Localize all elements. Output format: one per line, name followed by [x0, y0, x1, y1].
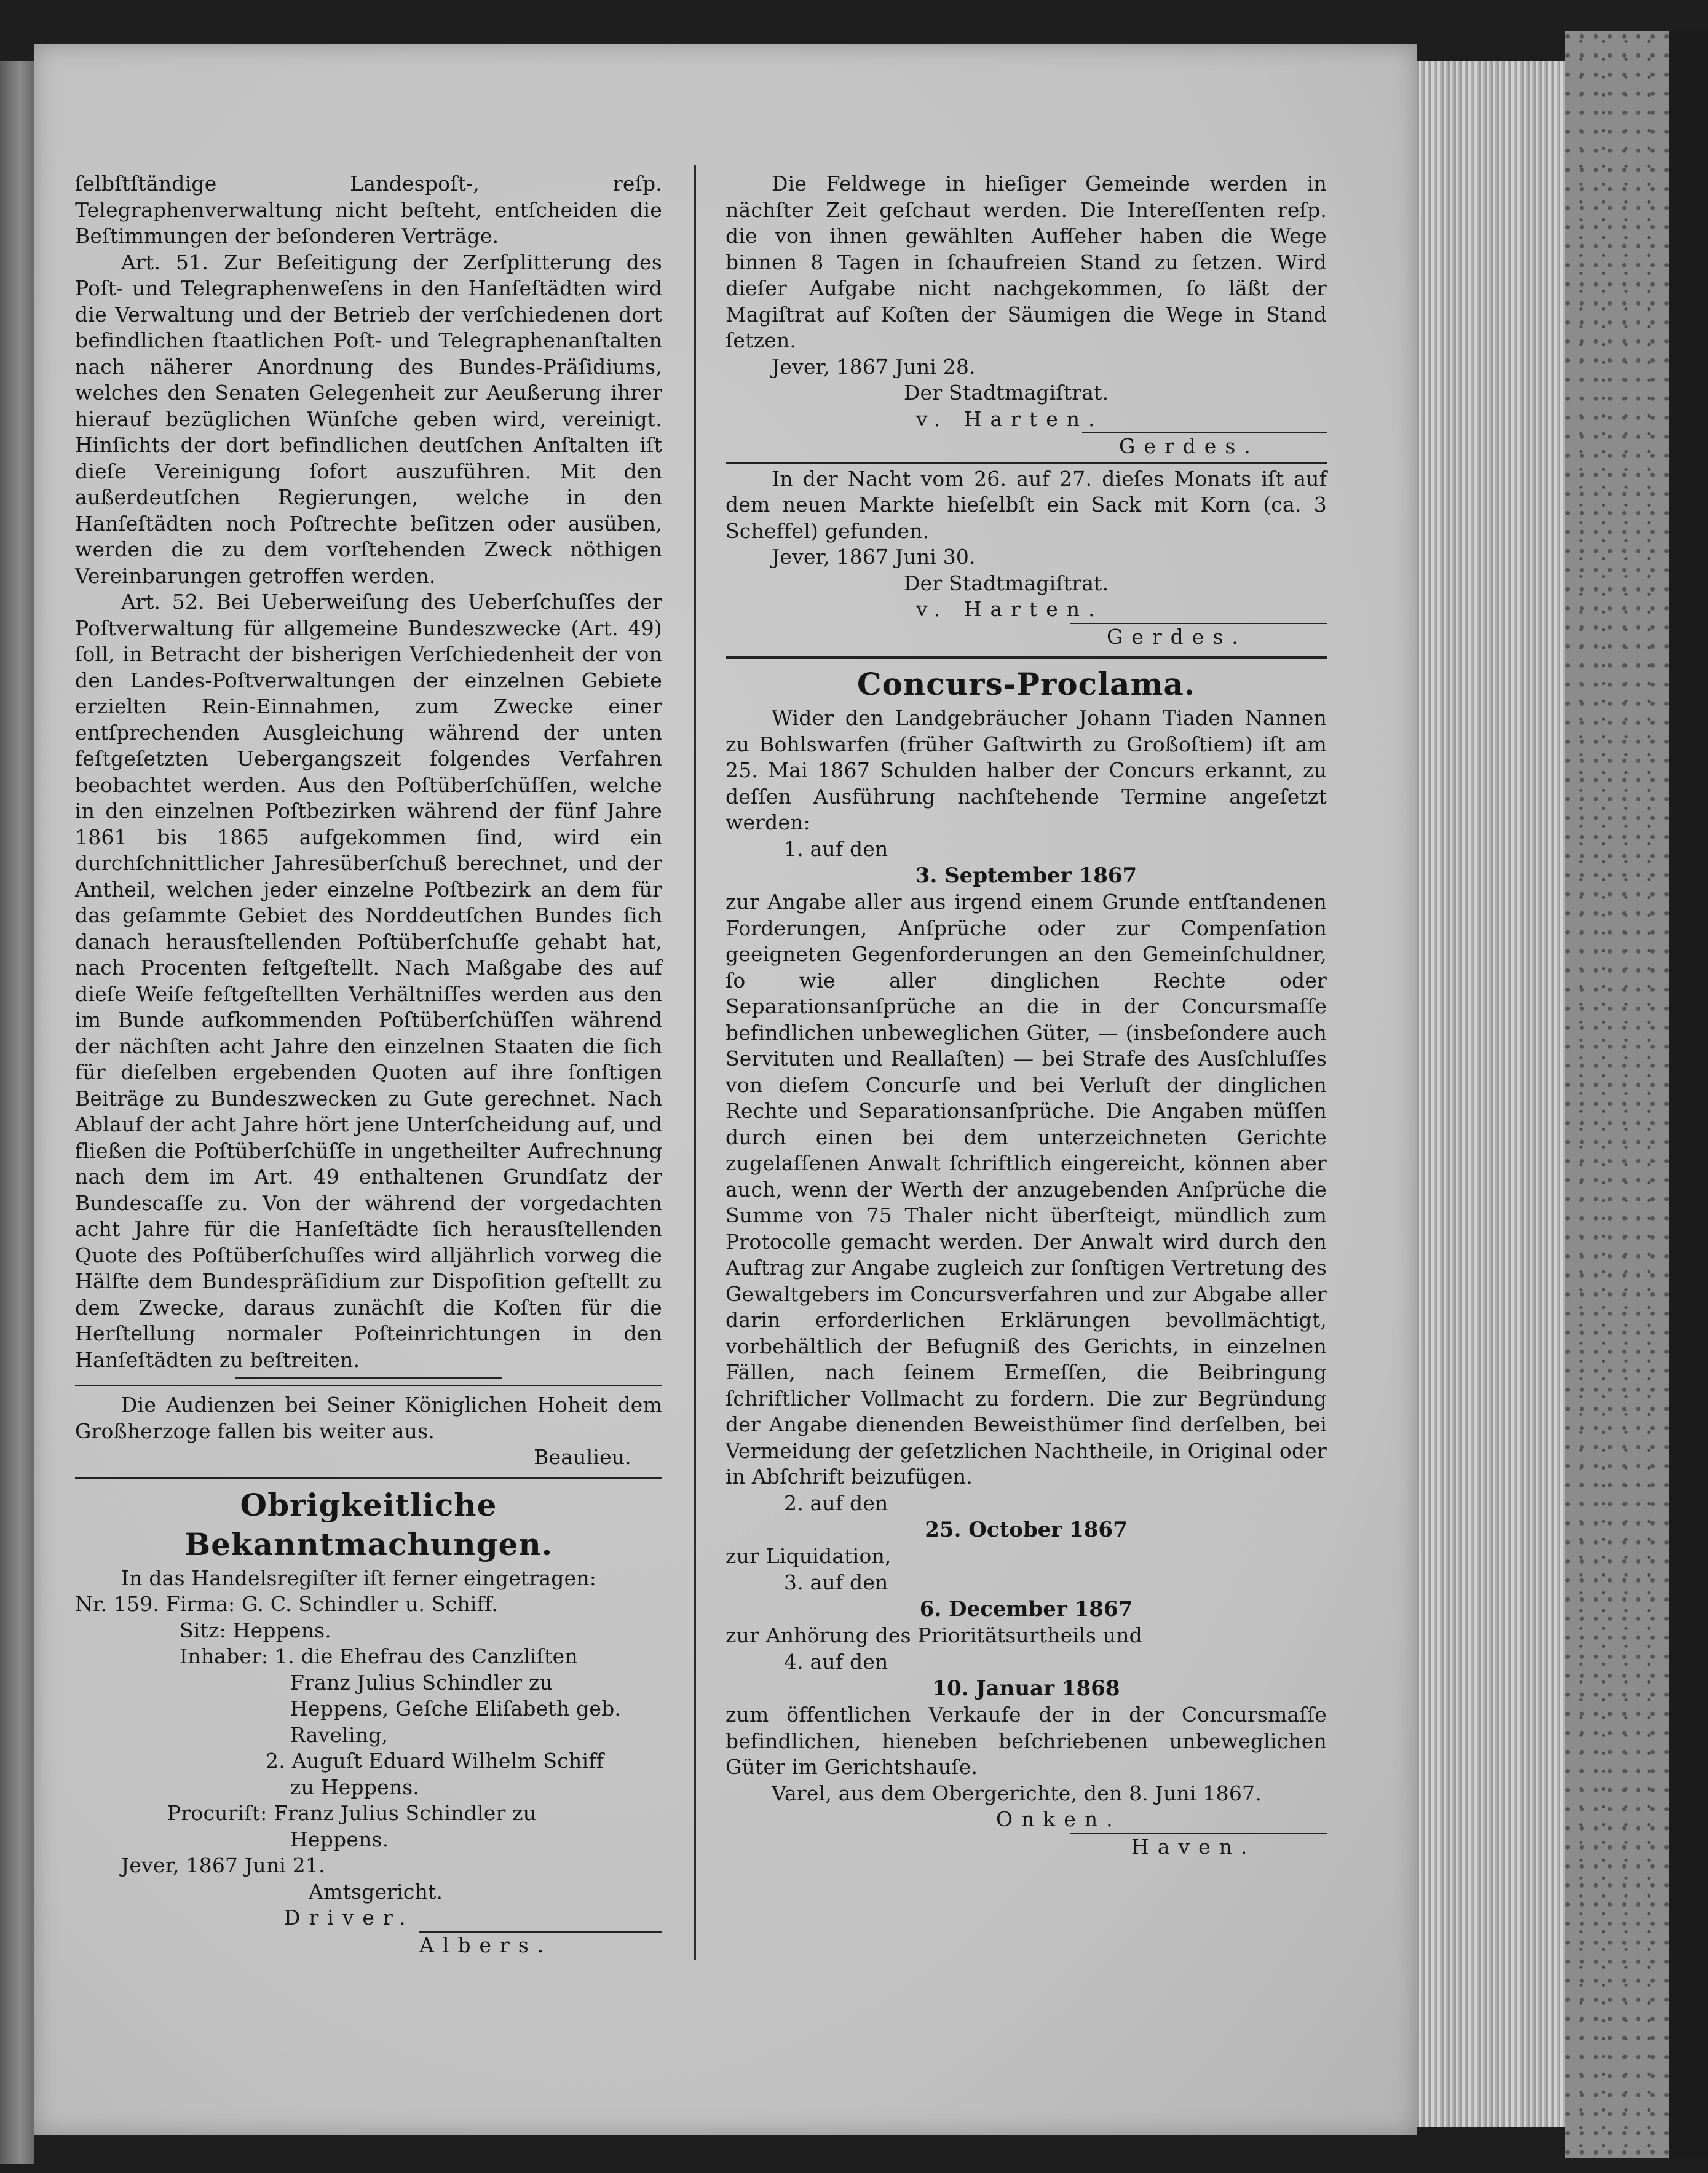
- notice2-signer2: Gerdes.: [1107, 624, 1247, 649]
- left-column: [75, 171, 662, 1958]
- register-seat: Sitz: Heppens.: [180, 1618, 331, 1642]
- procurist: Procuriſt: Franz Julius Schindler zu: [167, 1801, 537, 1825]
- place-date: Jever, 1867 Juni 21.: [121, 1853, 325, 1877]
- notice2-signer1: v. Harten.: [916, 597, 1104, 621]
- term1-text: zur Angabe aller aus irgend einem Grunde entſtandenen Forderungen, Anſprüche oder zur Compenſation geeigneten Gegenforderungen an den Gemeinſchuldner, ſo wie aller dinglichen Rechte oder Separationsanſprüche an die in der Concursmaſſe befindlichen unbeweglichen Güter, — (insbeſondere auch Servituten und Reallaſten) — bei Strafe des Ausſchluſſes von dieſem Concurſe und bei Verluſt der dinglichen Rechte und Separationsanſprüche. Die Angaben müſſen durch einen bei dem unterzeichneten Gerichte zugelaſſenen Anwalt ſchriftlich eingereicht, können aber auch, wenn der Werth der anzugebenden Anſprüche die Summe von 75 Thaler nicht überſteigt, mündlich zum Protocolle gemacht werden. Der Anwalt wird durch den Auftrag zur Angabe zugleich zur ſonſtigen Vertretung des Gewaltgebers im Concursverfahren und zur Abgabe aller darin erforderlichen Erklärungen bevollmächtigt, vorbehältlich der Befugniß des Gerichts, in einzelnen Fällen, nach ſeinem Ermeſſen, die Beibringung ſchriftlicher Vollmacht zu fordern. Die zur Begründung der Angabe dienenden Beweisthümer ſind derſelben, bei Vermeidung der geſetzlichen Nachtheile, in Original oder in Abſchrift beizufügen.: [726, 890, 1327, 1489]
- found-notice: In der Nacht vom 26. auf 27. dieſes Monats iſt auf dem neuen Markte hieſelbſt ein Sack mit Korn (ca. 3 Scheffel) gefunden.: [726, 466, 1327, 543]
- separator: [726, 656, 1327, 659]
- proclama-place-date: Varel, aus dem Obergerichte, den 8. Juni 1867.: [772, 1781, 1262, 1805]
- proclama-signer1: Onken.: [996, 1807, 1121, 1831]
- register-intro: In das Handelsregiſter iſt ferner eingetragen:: [121, 1565, 597, 1590]
- procurist-line: Heppens.: [290, 1827, 389, 1851]
- register-entry: Nr. 159. Firma: G. C. Schindler u. Schiff.: [75, 1592, 498, 1616]
- notice2-place-date: Jever, 1867 Juni 30.: [772, 545, 976, 569]
- owner-2: 2. Auguſt Eduard Wilhelm Schiff: [266, 1749, 604, 1773]
- column-divider: [694, 165, 696, 1960]
- term4-date: 10. Januar 1868: [932, 1676, 1120, 1701]
- owner-2-line: zu Heppens.: [290, 1775, 420, 1799]
- term3-text: zur Anhörung des Prioritätsurtheils und: [726, 1623, 1142, 1647]
- notice1-signer2: Gerdes.: [1119, 434, 1259, 458]
- notice1-place-date: Jever, 1867 Juni 28.: [772, 354, 976, 379]
- owner-label: Inhaber: 1. die Ehefrau des Canzliſten: [180, 1644, 578, 1668]
- term2-text: zur Liquidation,: [726, 1544, 892, 1568]
- term3-date: 6. December 1867: [919, 1597, 1133, 1621]
- notice2-authority: Der Stadtmagiſtrat.: [904, 571, 1109, 595]
- notice1-authority: Der Stadtmagiſtrat.: [904, 381, 1109, 405]
- audience-notice: Die Audienzen bei Seiner Königlichen Hoheit dem Großherzoge fallen bis weiter aus.: [75, 1393, 662, 1443]
- notice1-signer1: v. Harten.: [916, 406, 1104, 431]
- proclama-heading: Concurs-Proclama.: [856, 666, 1196, 702]
- article-51: Art. 51. Zur Beſeitigung der Zerſplitterung des Poſt- und Telegraphenweſens in den Hanſeſtädten wird die Verwaltung und der Betrieb der verſchiedenen dort befindlichen ſtaatlichen Poſt- und Telegraphenanſtalten nach näherer Anordnung des Bundes-Präſidiums, welches den Senaten Gelegenheit zur Aeußerung ihrer hierauf bezüglichen Wünſche geben wird, vereinigt. Hinſichts der dort befindlichen deutſchen Anſtalten iſt dieſe Vereinigung ſofort auszuführen. Mit den außerdeutſchen Regierungen, welche in den Hanſeſtädten noch Poſtrechte beſitzen oder ausüben, werden die zu dem vorſtehenden Zweck nöthigen Vereinbarungen getroffen werden.: [75, 250, 662, 588]
- court-name: Amtsgericht.: [309, 1879, 443, 1904]
- field-paths-notice: Die Feldwege in hieſiger Gemeinde werden in nächſter Zeit geſchaut werden. Die Intereſſenten reſp. die von ihnen gewählten Aufſeher haben die Wege binnen 8 Tagen in ſchaufreien Stand zu ſetzen. Wird dieſer Aufgabe nicht nachgekommen, ſo läßt der Magiſtrat auf Koſten der Säumigen die Wege in Stand ſetzen.: [726, 172, 1327, 352]
- signer-1: Driver.: [284, 1906, 414, 1930]
- term1-label: 1. auf den: [784, 836, 888, 861]
- term2-date: 25. October 1867: [925, 1518, 1128, 1542]
- owner-1-line: Raveling,: [290, 1722, 389, 1747]
- cover-edge: [1669, 31, 1708, 2158]
- term4-label: 4. auf den: [784, 1649, 888, 1674]
- left-page-edge: [0, 61, 34, 2164]
- article-52: Art. 52. Bei Ueberweiſung des Ueberſchuſſes der Poſtverwaltung für allgemeine Bundeszwecke (Art. 49) ſoll, in Betracht der bisherigen Verſchiedenheit der von den Landes-Poſtverwaltungen der einzelnen Gebiete erzielten Rein-Einnahmen, zum Zwecke einer entſprechenden Ausgleichung während der unten feſtgeſetzten Uebergangszeit folgendes Verfahren beobachtet werden. Aus den Poſtüberſchüſſen, welche in den einzelnen Poſtbezirken während der fünf Jahre 1861 bis 1865 aufgekommen ſind, wird ein durchſchnittlicher Jahresüberſchuß berechnet, und der Antheil, welchen jeder einzelne Poſtbezirk an dem für das geſammte Gebiet des Norddeutſchen Bundes ſich danach herausſtellenden Poſtüberſchuſſe gehabt hat, nach Procenten feſtgeſtellt. Nach Maßgabe des auf dieſe Weiſe feſtgeſtellten Verhältniſſes werden aus den im Bunde aufkommenden Poſtüberſchüſſen während der nächſten acht Jahre den einzelnen Staaten die ſich für dieſelben ergebenden Quoten auf ihre ſonſtigen Beiträge zu Bundeszwecken zu Gute gerechnet. Nach Ablauf der acht Jahre hört jene Unterſcheidung auf, und fließen die Poſtüberſchüſſe in ungetheilter Aufrechnung nach dem im Art. 49 enthaltenen Grundſatz der Bundescaſſe zu. Von der während der vorgedachten acht Jahre für die Hanſeſtädte ſich herausſtellenden Quote des Poſtüberſchuſſes wird alljährlich vorweg die Hälfte dem Bundespräſidium zur Dispoſition geſtellt zu dem Zwecke, daraus zunächſt die Koſten für die Herſtellung normaler Poſteinrichtungen in den Hanſeſtädten zu beſtreiten.: [75, 590, 662, 1372]
- book-cover: [1565, 31, 1669, 2158]
- right-column: [726, 171, 1327, 1860]
- paragraph-continuation: ſelbſtſtändige Landespoſt-, reſp. Telegraphenverwaltung nicht beſteht, entſcheiden die Beſtimmungen der beſonderen Verträge.: [75, 172, 662, 248]
- owner-1-line: Heppens, Geſche Eliſabeth geb.: [290, 1696, 622, 1720]
- term2-label: 2. auf den: [784, 1490, 888, 1515]
- page-stack: [1417, 61, 1565, 2127]
- signer-2: Albers.: [419, 1933, 553, 1957]
- separator: [75, 1477, 662, 1479]
- proclama-signer2: Haven.: [1131, 1834, 1256, 1859]
- owner-1-line: Franz Julius Schindler zu: [290, 1670, 553, 1695]
- section-heading: Obrigkeitliche Bekanntmachungen.: [184, 1486, 553, 1562]
- term1-date: 3. September 1867: [915, 863, 1137, 888]
- audience-signer: Beaulieu.: [534, 1445, 631, 1469]
- term3-label: 3. auf den: [784, 1570, 888, 1594]
- separator: [235, 1377, 502, 1379]
- separator: [726, 462, 1327, 464]
- separator: [75, 1385, 662, 1386]
- term4-text: zum öffentlichen Verkaufe der in der Concursmaſſe befindlichen, hieneben beſchriebenen unbeweglichen Güter im Gerichtshauſe.: [726, 1703, 1327, 1779]
- proclama-intro: Wider den Landgebräucher Johann Tiaden Nannen zu Bohlswarfen (früher Gaſtwirth zu Großoſtiem) iſt am 25. Mai 1867 Schulden halber der Concurs erkannt, zu deſſen Ausführung nachſtehende Termine angeſetzt werden:: [726, 706, 1327, 834]
